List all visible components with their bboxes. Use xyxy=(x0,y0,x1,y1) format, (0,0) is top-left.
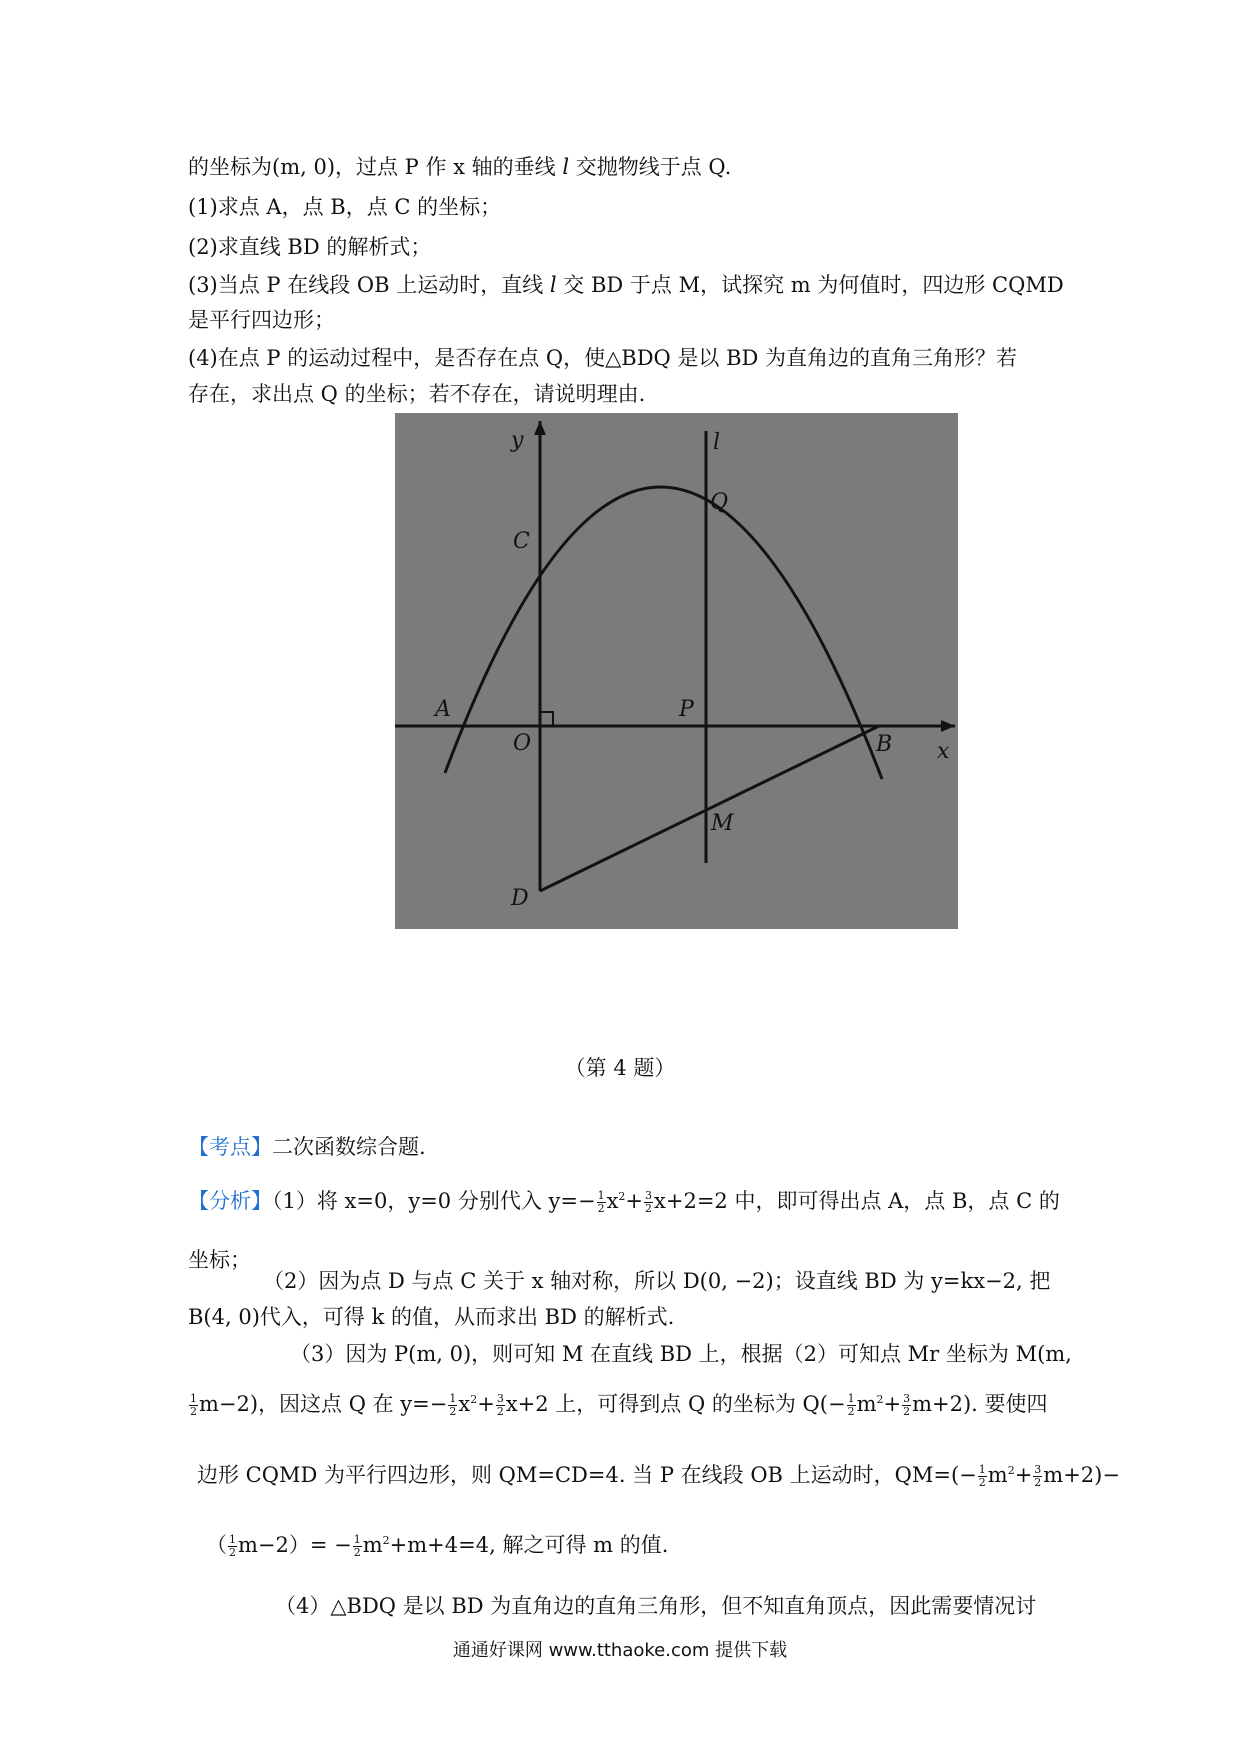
label-o: O xyxy=(513,731,532,756)
label-d: D xyxy=(511,886,529,911)
superscript: 2 xyxy=(1007,1464,1015,1477)
fenxi-p2-line-a: （2）因为点 D 与点 C 关于 x 轴对称，所以 D(0, −2)；设直线 BD 为 y=kx−2, 把 xyxy=(263,1269,1051,1293)
line-l-symbol: l xyxy=(562,155,570,179)
question-3-text: (3)当点 P 在线段 OB 上运动时，直线 xyxy=(188,273,550,297)
fenxi-text: m xyxy=(987,1463,1008,1487)
label-p: P xyxy=(679,697,694,722)
fraction xyxy=(1033,1464,1042,1489)
fenxi-text: x xyxy=(606,1189,619,1213)
fenxi-p3-line-c xyxy=(197,1458,1120,1492)
line-l-symbol: l xyxy=(549,273,557,297)
frac-num: 3 xyxy=(496,1392,504,1405)
fraction xyxy=(353,1534,362,1559)
fenxi-p3-line-b xyxy=(188,1387,1048,1421)
frac-num: 3 xyxy=(903,1392,911,1405)
frac-num: 3 xyxy=(1034,1463,1042,1476)
frac-num: 1 xyxy=(978,1463,986,1476)
fraction xyxy=(902,1393,911,1418)
question-3-line-a xyxy=(188,268,1064,302)
figure-graphic xyxy=(395,413,958,929)
frac-num: 3 xyxy=(645,1189,653,1202)
frac-den: 2 xyxy=(645,1202,653,1215)
superscript: 2 xyxy=(876,1393,884,1406)
frac-num: 1 xyxy=(229,1533,236,1546)
label-x: x xyxy=(937,739,950,764)
frac-den: 2 xyxy=(597,1202,605,1215)
fenxi-text: + xyxy=(1014,1463,1033,1487)
fraction xyxy=(847,1393,856,1418)
fenxi-p2-line-b: B(4, 0)代入，可得 k 的值，从而求出 BD 的解析式. xyxy=(188,1305,675,1329)
fenxi-text: m xyxy=(856,1392,877,1416)
fenxi-text: m+2)− xyxy=(1043,1463,1120,1487)
question-4-line-b: 存在，求出点 Q 的坐标；若不存在，请说明理由. xyxy=(188,382,646,406)
frac-den: 2 xyxy=(978,1476,986,1489)
question-3-text: 交 BD 于点 M，试探究 m 为何值时，四边形 CQMD xyxy=(556,273,1064,297)
fenxi-text: m+2). 要使四 xyxy=(912,1392,1048,1416)
frac-num: 1 xyxy=(449,1392,457,1405)
frac-den: 2 xyxy=(496,1405,504,1418)
fenxi-text: x xyxy=(458,1392,471,1416)
kaodian-line xyxy=(188,1130,426,1164)
fenxi-tag: 【分析】 xyxy=(188,1189,272,1213)
fenxi-text: x+2=2 中，即可得出点 A，点 B，点 C 的 xyxy=(654,1189,1060,1213)
fraction xyxy=(448,1393,457,1418)
question-3-line-b: 是平行四边形； xyxy=(188,308,335,332)
frac-den: 2 xyxy=(1034,1476,1042,1489)
label-m: M xyxy=(711,811,734,836)
parabola-figure xyxy=(395,413,958,929)
fraction xyxy=(597,1190,606,1215)
fenxi-text: + xyxy=(883,1392,902,1416)
frac-num: 1 xyxy=(190,1392,197,1405)
fenxi-text: m−2）= − xyxy=(238,1533,352,1557)
fraction xyxy=(496,1393,505,1418)
kaodian-tag: 【考点】 xyxy=(188,1135,272,1159)
label-c: C xyxy=(513,529,530,554)
problem-line-1 xyxy=(188,150,731,184)
fenxi-text: m xyxy=(362,1533,383,1557)
frac-num: 1 xyxy=(847,1392,855,1405)
fenxi-line-1 xyxy=(188,1184,1060,1218)
fraction xyxy=(228,1534,237,1559)
frac-den: 2 xyxy=(190,1405,197,1418)
question-4-line-a: (4)在点 P 的运动过程中，是否存在点 Q，使△BDQ 是以 BD 为直角边的直角三角形？若 xyxy=(188,346,1018,370)
fraction xyxy=(644,1190,653,1215)
fenxi-text: x+2 上，可得到点 Q 的坐标为 Q(− xyxy=(505,1392,846,1416)
figure-caption: （第 4 题） xyxy=(564,1056,676,1080)
fenxi-text: m−2)，因这点 Q 在 y=− xyxy=(199,1392,448,1416)
label-b: B xyxy=(876,732,893,757)
label-l: l xyxy=(713,430,721,455)
frac-den: 2 xyxy=(353,1546,361,1559)
figure-background xyxy=(395,413,958,929)
frac-num: 1 xyxy=(597,1189,605,1202)
label-a: A xyxy=(435,697,451,722)
fenxi-text: 边形 CQMD 为平行四边形，则 QM=CD=4. 当 P 在线段 OB 上运动时，QM=(− xyxy=(197,1463,977,1487)
superscript: 2 xyxy=(382,1534,390,1547)
fenxi-line-2: 坐标； xyxy=(188,1248,251,1272)
frac-den: 2 xyxy=(847,1405,855,1418)
fenxi-text: （ xyxy=(206,1533,227,1557)
frac-den: 2 xyxy=(449,1405,457,1418)
question-1: (1)求点 A，点 B，点 C 的坐标； xyxy=(188,195,502,219)
fenxi-p4-line: （4）△BDQ 是以 BD 为直角边的直角三角形，但不知直角顶点，因此需要情况讨 xyxy=(275,1594,1037,1618)
problem-text: 交抛物线于点 Q. xyxy=(569,155,732,179)
frac-den: 2 xyxy=(903,1405,911,1418)
fenxi-p3-line-a: （3）因为 P(m, 0)，则可知 M 在直线 BD 上，根据（2）可知点 Mr 坐标为 M(m, xyxy=(290,1342,1072,1366)
frac-num: 1 xyxy=(353,1533,361,1546)
fenxi-text: + xyxy=(625,1189,644,1213)
label-y: y xyxy=(511,428,524,453)
kaodian-text: 二次函数综合题. xyxy=(272,1135,426,1159)
superscript: 2 xyxy=(470,1393,478,1406)
fenxi-p3-line-d xyxy=(206,1528,668,1562)
fraction xyxy=(189,1393,198,1418)
fraction xyxy=(978,1464,987,1489)
frac-den: 2 xyxy=(229,1546,236,1559)
label-q: Q xyxy=(710,490,729,515)
problem-text: 的坐标为(m, 0)，过点 P 作 x 轴的垂线 xyxy=(188,155,563,179)
fenxi-text: + xyxy=(477,1392,495,1416)
fenxi-text: （1）将 x=0，y=0 分别代入 y=− xyxy=(272,1189,596,1213)
superscript: 2 xyxy=(618,1190,626,1203)
question-2: (2)求直线 BD 的解析式； xyxy=(188,235,432,259)
footer-credit: 通通好课网 www.tthaoke.com 提供下载 xyxy=(452,1640,788,1661)
fenxi-text: +m+4=4, 解之可得 m 的值. xyxy=(389,1533,669,1557)
